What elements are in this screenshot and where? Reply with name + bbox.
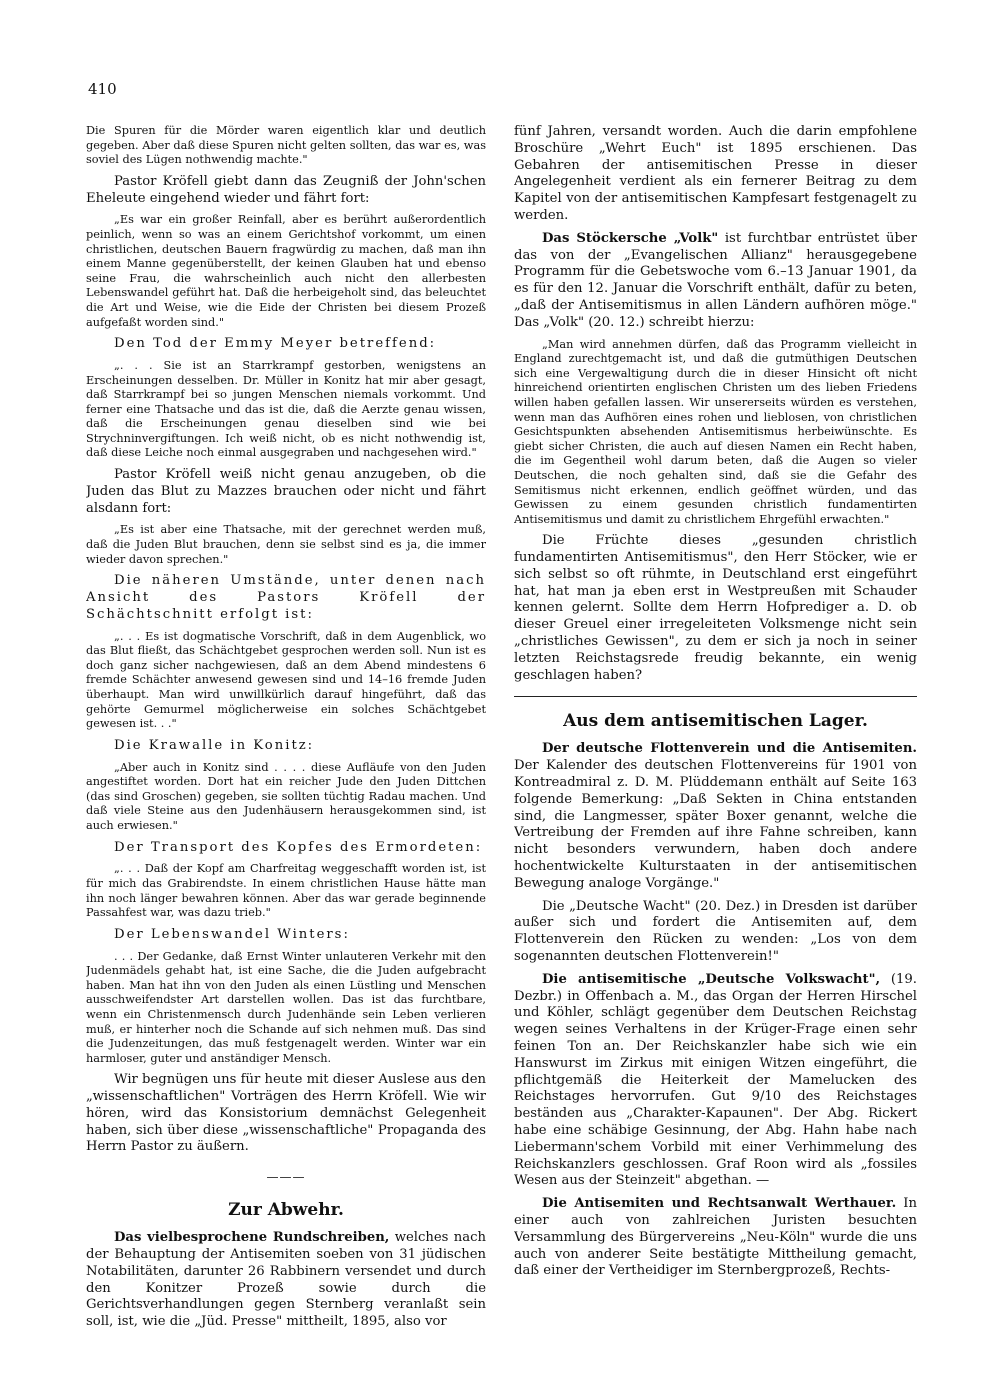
bold-lead: Die antisemitische „Deutsche Volkswacht",: [542, 971, 881, 987]
right-column: [514, 124, 917, 1286]
quote: „. . . Sie ist an Starrkrampf gestorben, wenigstens an Erscheinungen desselben. Dr. Müller in Konitz hat mir aber gesagt, daß Starrkrampf bei so jungen Menschen niemals vorkommt. Und ferner eine Thatsache und das ist die, daß die Aerzte genau wissen, daß die Erscheinungen genau dieselben sind wie bei Strychninvergiftungen. Ich weiß nicht, ob es nicht nothwendig ist, daß diese Leiche noch einmal ausgegraben und nachgesehen wird.": [86, 358, 486, 460]
quote: „Es ist aber eine Thatsache, mit der gerechnet werden muß, daß die Juden Blut brauchen, denn sie selbst sind es ja, die immer wieder davon sprechen.": [86, 523, 486, 566]
bold-lead: Das Stöckersche „Volk": [542, 230, 719, 246]
bold-lead: Der deutsche Flottenverein und die Antisemiten.: [542, 741, 917, 757]
section-lead: Der Transport des Kopfes des Ermordeten:: [114, 839, 483, 855]
left-column: [86, 124, 486, 1337]
section-lead: Die näheren Umstände, unter denen nach Ansicht des Pastors Kröfell der Schächtschnitt erfolgt ist:: [86, 573, 486, 622]
bold-lead: Die Antisemiten und Rechtsanwalt Werthauer.: [542, 1196, 897, 1212]
quote: . . . Der Gedanke, daß Ernst Winter unlauteren Verkehr mit den Judenmädels gehabt hat, ist eine Sache, die die Juden aufgebracht haben. Man hat ihn von den Juden als einen Lüstling und Menschen ausschweifendster Art darstellen wollen. Das ist das furchtbare, wenn ein Christenmensch durch Judenhände sein Leben verlieren muß, er hinterher noch die Schande auf sich nehmen muß. Das sind die Judenzeitungen, das muß festgenagelt werden. Winter war ein harmloser, guter und anständiger Mensch.: [86, 949, 486, 1065]
paragraph-text: Der Kalender des deutschen Flottenvereins für 1901 von Kontreadmiral z. D. M. Plüddemann enthält auf Seite 163 folgende Bemerkung: „Daß Sekten in China entstanden sind, die Langmesser, später Boxer genannt, welche die Vertreibung der Fremden auf ihre Fahne schreiben, kann nicht besonders verwundern, haben doch andere hochentwickelte Kulturstaaten in der antisemitischen Bewegung analoge Vorgänge.": [514, 758, 917, 891]
quote: „Aber auch in Konitz sind . . . . diese Aufläufe von den Juden angestiftet worden. Dort hat ein reicher Jude den Juden Dittchen (das sind Groschen) gegeben, sie sollten tüchtig Radau machen. Und daß viele Steine aus den Judenhäusern herausgekommen sind, ist auch erwiesen.": [86, 760, 486, 832]
paragraph: Pastor Kröfell weiß nicht genau anzugeben, ob die Juden das Blut zu Mazzes brauchen oder nicht und fährt alsdann fort:: [86, 467, 486, 516]
section-lead: Den Tod der Emmy Meyer betreffend:: [114, 336, 437, 352]
paragraph: Pastor Kröfell giebt dann das Zeugniß der John'schen Eheleute eingehend wieder und fährt fort:: [86, 173, 486, 206]
paragraph: [514, 972, 917, 1190]
paragraph: Die Spuren für die Mörder waren eigentlich klar und deutlich gegeben. Aber daß diese Spuren nicht gelten sollten, das war es, was soviel des Lügen nothwendig machte.": [86, 124, 486, 167]
paragraph: [514, 741, 917, 892]
paragraph: [514, 231, 917, 332]
ornament-divider: ———: [266, 1170, 306, 1185]
section-heading: Zur Abwehr.: [228, 1200, 344, 1221]
quote: „. . . Es ist dogmatische Vorschrift, daß in dem Augenblick, wo das Blut fließt, das Schächtgebet gesprochen werden soll. Nun ist es doch ganz sicher nachgewiesen, daß an dem Abend mindestens 6 fremde Schächter anwesend gewesen sind und 14–16 fremde Juden überhaupt. Man wird unwillkürlich darauf hingeführt, daß das gehörte Gemurmel möglicherweise ein solches Schächtgebet gewesen ist. . .": [86, 629, 486, 731]
paragraph: fünf Jahren, versandt worden. Auch die darin empfohlene Broschüre „Wehrt Euch" ist 1895 erschienen. Das Gebahren der antisemitischen Presse in dieser Angelegenheit verdient als ein fernerer Beitrag zu dem Kapitel von der antisemitischen Kampfesart festgenagelt zu werden.: [514, 124, 917, 223]
paragraph-text: welches nach der Behauptung der Antisemiten soeben von 31 jüdischen Notabilitäten, darunter 26 Rabbinern versendet und durch den Konitzer Prozeß sowie durch die Gerichtsverhandlungen gegen Sternberg veranlaßt sein soll, ist, wie die „Jüd. Presse" mittheilt, 1895, also vor: [86, 1230, 486, 1330]
paragraph: [86, 1230, 486, 1331]
section-lead: Der Lebenswandel Winters:: [114, 926, 350, 942]
bold-lead: Das vielbesprochene Rundschreiben,: [114, 1230, 390, 1246]
paragraph: Wir begnügen uns für heute mit dieser Auslese aus den „wissenschaftlichen" Vorträgen des Herrn Kröfell. Wie wir hören, wird das Konsistorium demnächst Gelegenheit haben, sich über diese „wissenschaftliche" Propaganda des Herrn Pastor zu äußern.: [86, 1072, 486, 1155]
paragraph: [514, 1196, 917, 1280]
quote: „Man wird annehmen dürfen, daß das Programm vielleicht in England zurechtgemacht ist, und daß die gutmüthigen Deutschen sich eine Vergewaltigung durch die in dieser Hinsicht oft nicht hinreichend orientirten englischen Christen um des lieben Friedens willen haben gefallen lassen. Wir unsererseits würden es verstehen, wenn man das Aufhören eines rohen und lieblosen, von christlichen Gesichtspunkten absehenden Antisemitismus herbeiwünschte. Es giebt sicher Christen, die auch auf diesen Namen ein Recht haben, die im Gegentheil wohl darum beten, daß die Augen so vieler Deutschen, die noch gehalten sind, daß sie die Gefahr des Semitismus nicht erkennen, endlich geöffnet würden, und das Gewissen zu einem gesunden christlich fundamentirten Antisemitismus und damit zu christlichem Ehrgefühl erwachten.": [514, 337, 917, 526]
section-heading: Aus dem antisemitischen Lager.: [563, 711, 868, 732]
quote: „. . . Daß der Kopf am Charfreitag weggeschafft worden ist, ist für mich das Grabirendste. In einem christlichen Hause hätte man ihn noch länger bewahren können. Aber das war gerade beginnende Passahfest war, was dazu trieb.": [86, 862, 486, 920]
paragraph-text: (19. Dezbr.) in Offenbach a. M., das Organ der Herren Hirschel und Köhler, schlägt gegenüber dem Deutschen Reichstag wegen seines Verhaltens in der Krüger-Frage einen sehr feinen Ton an. Der Reichskanzler habe sich wie ein Hanswurst im Zirkus mit einigen Witzen eingeführt, die pflichtgemäß die Heiterkeit der Mamelucken des Reichstages hervorrufen. Gut 9/10 des Reichstages beständen aus „Charakter-Kapaunen". Der Abg. Rickert habe eine schäbige Gesinnung, der Abg. Hahn habe nach Liebermann'schem Vorbild mit einer Verhimmelung des Reichskanzlers geschlossen. Graf Roon wird als „fossiles Wesen aus der Steinzeit" abgethan. —: [514, 971, 917, 1189]
page-number: 410: [88, 80, 117, 98]
section-lead: Die Krawalle in Konitz:: [114, 737, 315, 753]
paragraph-text: In einer auch von zahlreichen Juristen besuchten Versammlung des Bürgervereins „Neu-Köln" wurde die uns auch von anderer Seite bestätigte Mittheilung gemacht, daß einer der Vertheidiger im Sternbergprozeß, Rechts-: [514, 1196, 917, 1279]
paragraph: Die Früchte dieses „gesunden christlich fundamentirten Antisemitismus", den Herr Stöcker, wie er sich selbst so oft rühmte, in Deutschland erst eingeführt hat, hat man ja eben erst in Westpreußen mit Schauder kennen gelernt. Sollte dem Herrn Hofprediger a. D. ob dieser Greuel einer irregeleiteten Volksmenge nicht sein „christliches Gewissen", zu dem er sich ja noch in seiner letzten Reichstagsrede freudig bekannte, ein wenig geschlagen haben?: [514, 533, 917, 683]
divider-line: [514, 696, 917, 697]
quote: „Es war ein großer Reinfall, aber es berührt außerordentlich peinlich, wenn so was an einem Gerichtshof vorkommt, um einen christlichen, deutschen Bauern fragwürdig zu machen, daß man ihn einem Manne gegenüberstellt, der keinen Glauben hat und ebenso seine Frau, die wahrscheinlich auch nicht den allerbesten Lebenswandel geführt hat. Daß die herbeigeholt sind, das beleuchtet die Art und Weise, wie die Eide der Christen bei diesem Prozeß aufgefaßt worden sind.": [86, 213, 486, 329]
paragraph-text: ist furchtbar entrüstet über das von der „Evangelischen Allianz" herausgegebene Programm für die Gebetswoche vom 6.–13 Januar 1901, da es für den 12. Januar die Vorschrift enthält, dafür zu beten, „daß der Antisemitismus in allen Ländern aufhören möge." Das „Volk" (20. 12.) schreibt hierzu:: [514, 230, 917, 330]
paragraph: Die „Deutsche Wacht" (20. Dez.) in Dresden ist darüber außer sich und fordert die Antisemiten auf, dem Flottenverein den Rücken zu wenden: „Los von dem sogenannten deutschen Flottenverein!": [514, 898, 917, 965]
